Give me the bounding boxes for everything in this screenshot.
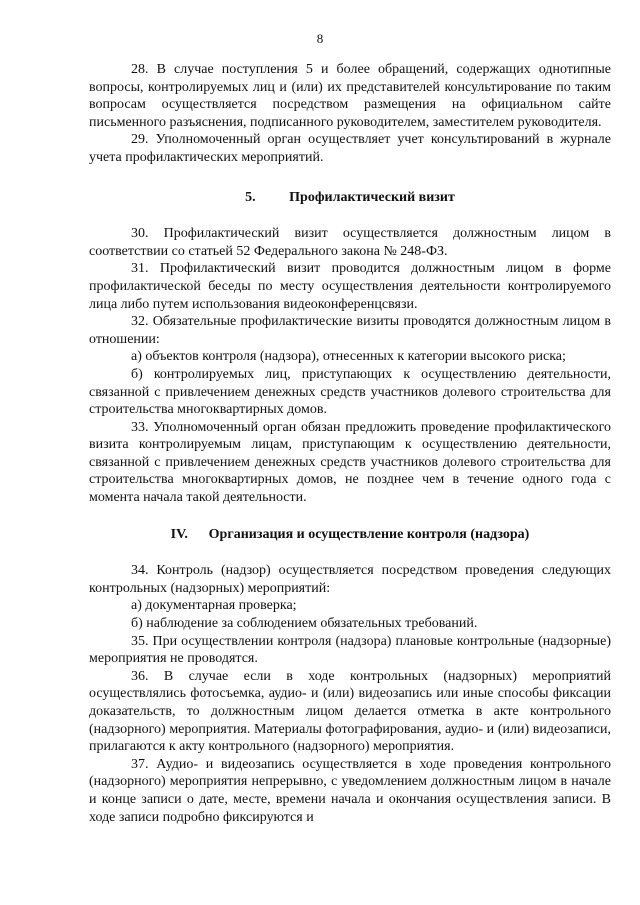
paragraph: 29. Уполномоченный орган осуществляет учет консультирований в журнале учета профилактических мероприятий. xyxy=(89,132,611,165)
paragraph: а) объектов контроля (надзора), отнесенных к категории высокого риска; xyxy=(131,349,566,365)
section-heading-5 xyxy=(89,189,611,207)
section-number: IV. xyxy=(170,526,188,542)
document-body xyxy=(89,61,611,826)
paragraph: б) контролируемых лиц, приступающих к осуществлению деятельности, связанной с привлечением денежных средств участников долевого строительства для строительства многоквартирных домов. xyxy=(89,366,611,418)
paragraph: 32. Обязательные профилактические визиты проводятся должностным лицом в отношении: xyxy=(89,314,611,347)
paragraph-group-section-iv xyxy=(89,562,611,826)
page-number: 8 xyxy=(316,31,324,46)
paragraph: 30. Профилактический визит осуществляется должностным лицом в соответствии со статьей 52 Федерального закона № 248-ФЗ. xyxy=(89,226,611,259)
paragraph: 31. Профилактический визит проводится должностным лицом в форме профилактической беседы по месту осуществления деятельности контролируемого лица либо путем использования видеоконференцсвязи. xyxy=(89,261,611,312)
section-number: 5. xyxy=(245,189,256,205)
paragraph: 37. Аудио- и видеозапись осуществляется в ходе проведения контрольного (надзорного) мероприятия непрерывно, с уведомлением должностным лицом в начале и конце записи о дате, месте, времени начала и окончания осуществления записи. В ходе записи подробно фиксируются и xyxy=(89,756,611,825)
paragraph: 34. Контроль (надзор) осуществляется посредством проведения следующих контрольных (надзорных) мероприятий: xyxy=(89,563,611,596)
section-title: Организация и осуществление контроля (надзора) xyxy=(208,526,530,542)
paragraph: 36. В случае если в ходе контрольных (надзорных) мероприятий осуществлялись фотосъемка, аудио- и (или) видеозапись или иные способы фиксации доказательств, то должностным лицом делается отметка в акте контрольного (надзорного) мероприятия. Материалы фотографирования, аудио- и (или) видеозаписи, прилагаются к акту контрольного (надзорного) мероприятия. xyxy=(89,668,611,755)
paragraph: 28. В случае поступления 5 и более обращений, содержащих однотипные вопросы, контролируемых лиц и (или) их представителей консультирование по таким вопросам осуществляется посредством размещения на официальном сайте письменного разъяснения, подписанного руководителем, заместителем руководителя. xyxy=(89,62,611,130)
section-heading-iv xyxy=(89,526,611,544)
paragraph: б) наблюдение за соблюдением обязательных требований. xyxy=(131,616,478,632)
paragraph-group-section-5 xyxy=(89,225,611,507)
paragraph: а) документарная проверка; xyxy=(131,598,297,614)
paragraph-group-top xyxy=(89,61,611,167)
section-title: Профилактический визит xyxy=(289,189,455,205)
paragraph: 33. Уполномоченный орган обязан предложить проведение профилактического визита контролируемым лицам, приступающим к осуществлению деятельности, связанной с привлечением денежных средств участников долевого строительства для строительства многоквартирных домов, не позднее чем в течение одного года с момента начала такой деятельности. xyxy=(89,419,611,506)
paragraph: 35. При осуществлении контроля (надзора) плановые контрольные (надзорные) мероприятия не проводятся. xyxy=(89,633,611,667)
